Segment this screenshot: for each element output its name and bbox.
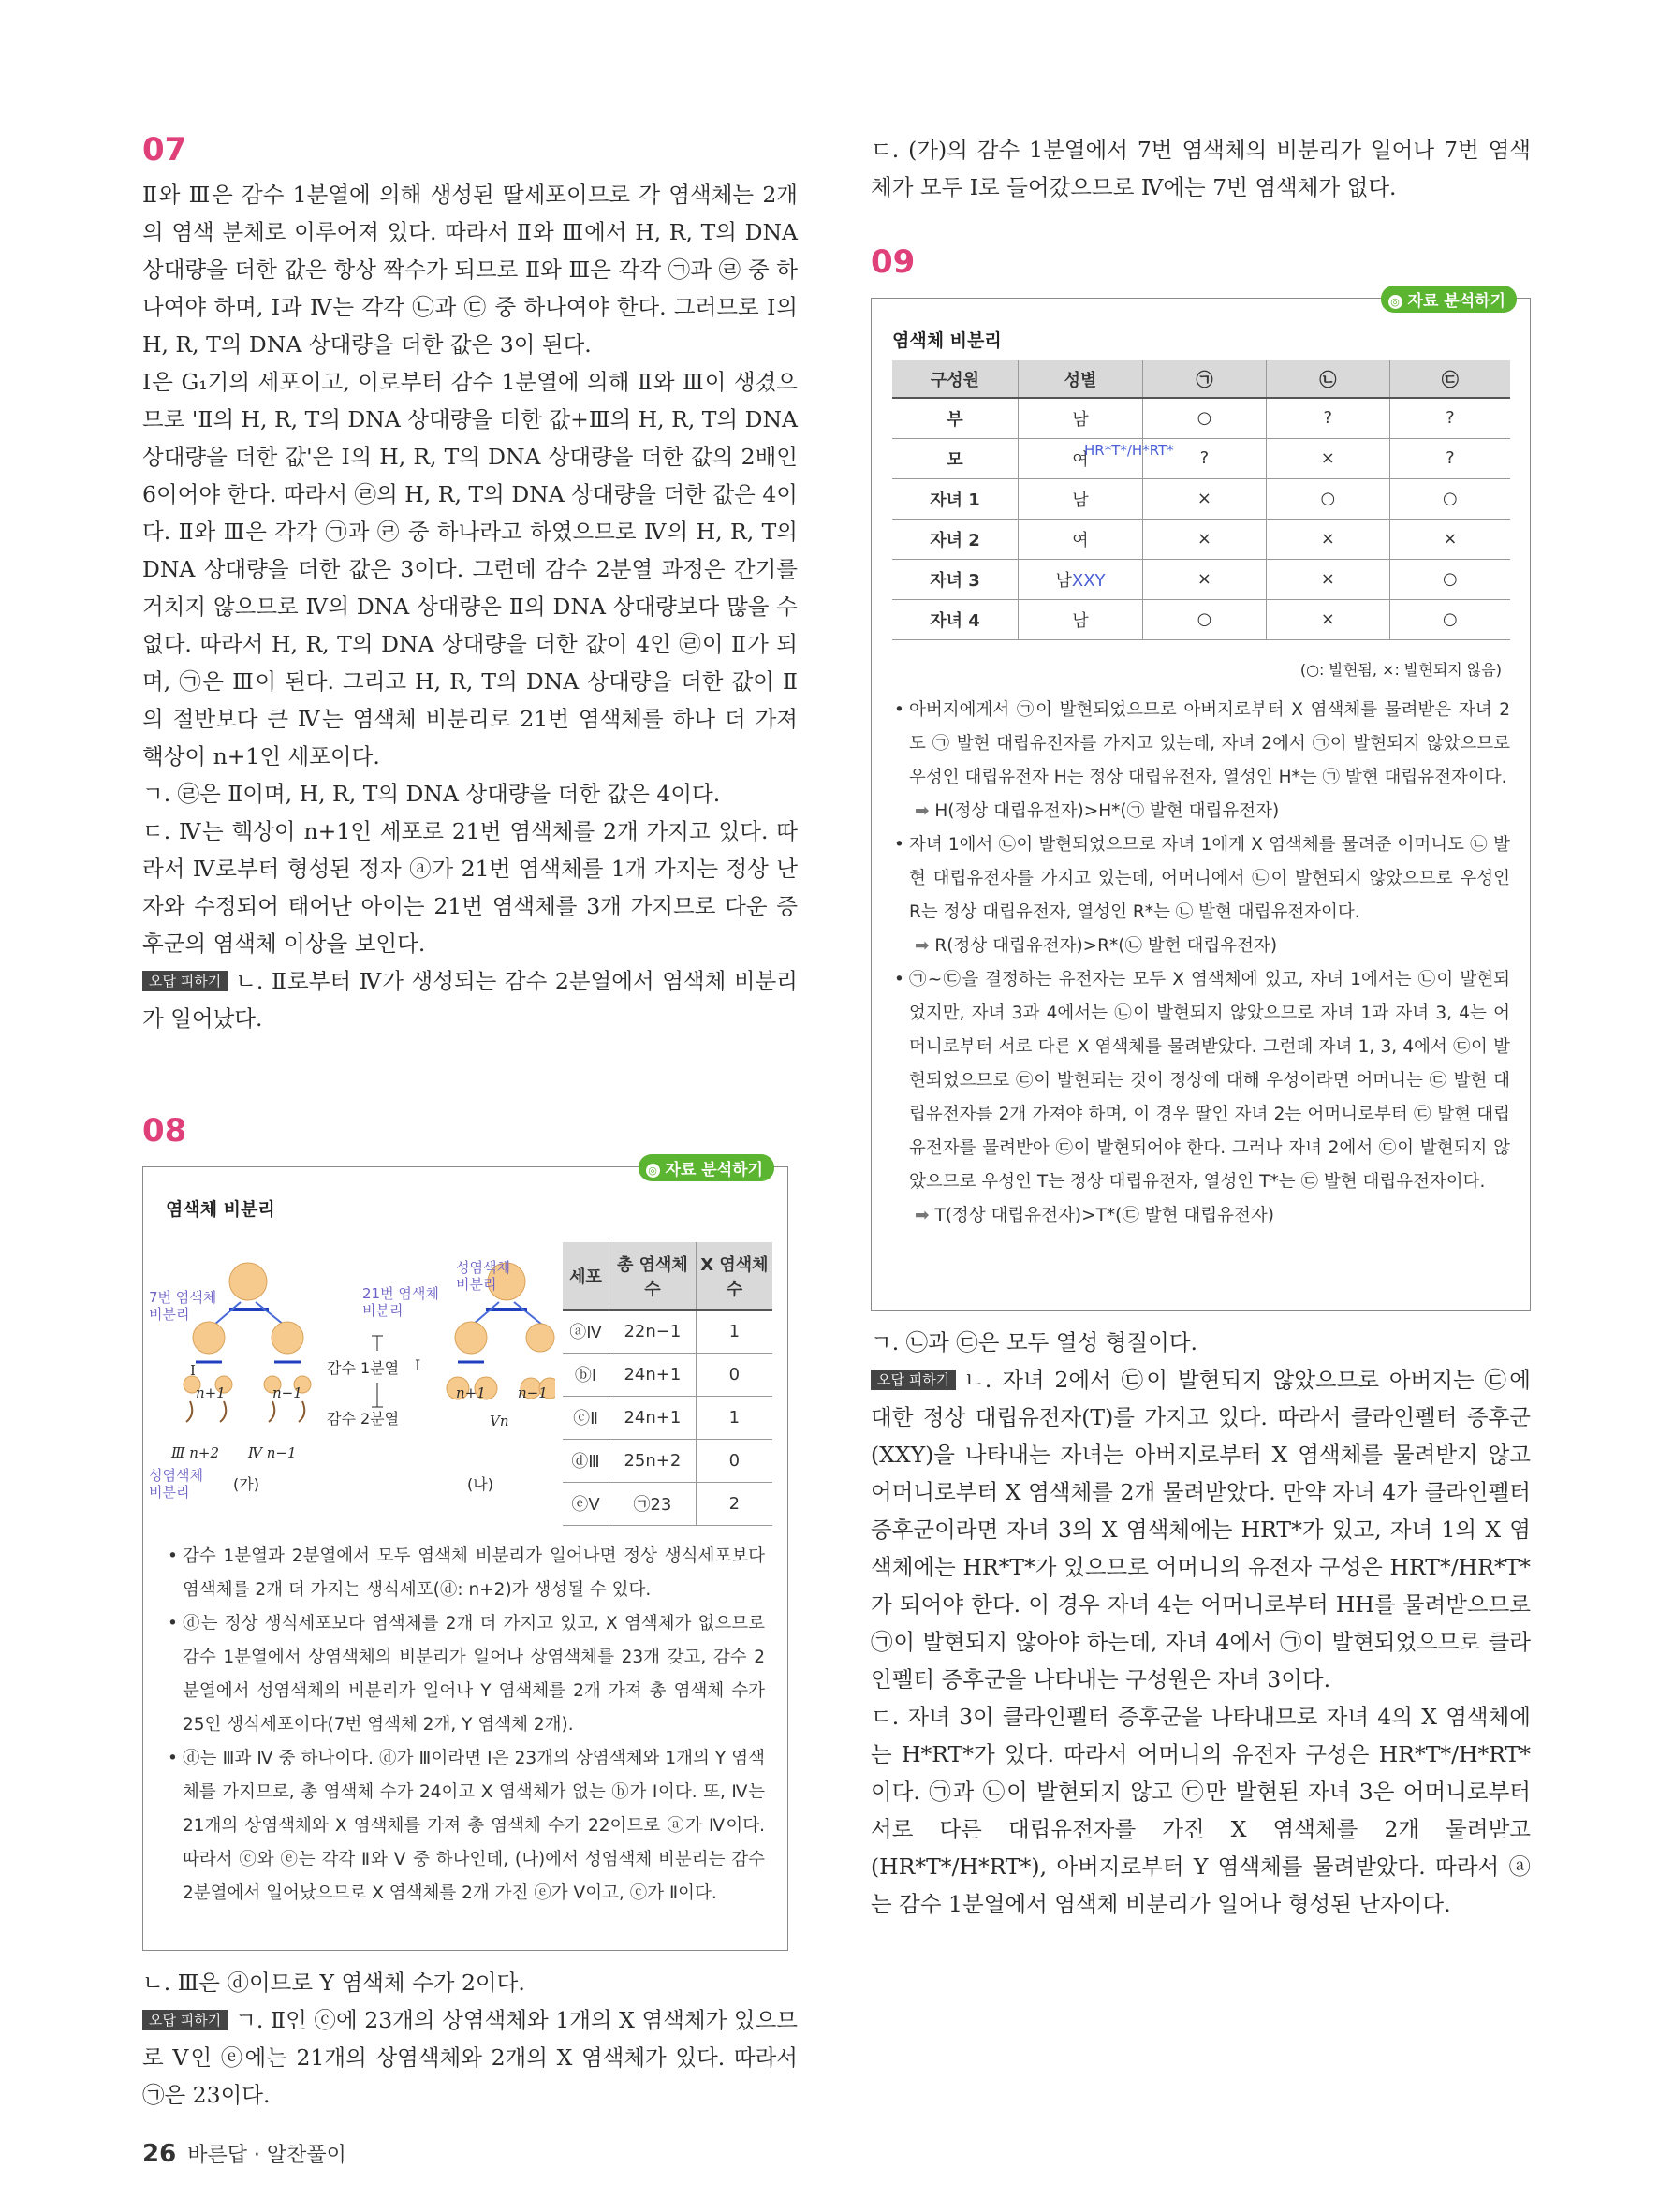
- roman-I-right: Ⅰ: [415, 1356, 421, 1374]
- label-n-plus-1-right: n+1: [456, 1384, 486, 1401]
- q07-paragraph-3: ㄱ. ㉣은 Ⅱ이며, H, R, T의 DNA 상대량을 더한 값은 4이다.: [142, 781, 721, 807]
- list-item: • ㉠~㉢을 결정하는 유전자는 모두 X 염색체에 있고, 자녀 1에서는 ㉡이 발현되었지만, 자녀 3과 4에서는 ㉡이 발현되지 않았으므로 자녀 1과 자녀 3, 4는 어머니로부터 서로 다른 X 염색체를 물려받았다. 그런데 자녀 1, 3, 4에서 ㉢이 발현되었으므로 ㉢이 발현되는 것이 정상에 대해 우성이라면 어머니는 ㉢ 발현 대립유전자를 2개 가져야 하며, 이 경우 딸인 자녀 2는 어머니로부터 ㉢ 발현 대립유전자를 물려받아 ㉢이 발현되어야 한다. 그러나 자녀 2에서 ㉢이 발현되지 않았으므로 우성인 T는 정상 대립유전자, 열성인 T*는 ㉢ 발현 대립유전자이다. ➡ T(정상 대립유전자)>T*(㉢ 발현 대립유전자): [892, 963, 1510, 1233]
- wrong-avoid-tag: 오답 피하기: [142, 2010, 228, 2030]
- table-row: ⓒⅡ 24n+1 1: [563, 1396, 772, 1439]
- label-meiosis2: 감수 2분열: [327, 1410, 400, 1428]
- q09-analysis-box: [871, 292, 1531, 1311]
- question-number-09: 09: [871, 243, 916, 281]
- q07-paragraph-2: Ⅰ은 G₁기의 세포이고, 이로부터 감수 1분열에 의해 Ⅱ와 Ⅲ이 생겼으므로 'Ⅱ의 H, R, T의 DNA 상대량을 더한 값+Ⅲ의 H, R, T의 DNA 상대량을 더한 값'은 Ⅰ의 H, R, T의 DNA 상대량을 더한 값의 2배인 6이어야 한다. 따라서 ㉣의 H, R, T의 DNA 상대량을 더한 값은 4이다. Ⅱ와 Ⅲ은 각각 ㉠과 ㉣ 중 하나라고 하였으므로 Ⅳ의 H, R, T의 DNA 상대량을 더한 값은 3이다. 그런데 감수 2분열 과정은 간기를 거치지 않으므로 Ⅳ의 DNA 상대량은 Ⅱ의 DNA 상대량보다 많을 수 없다. 따라서 H, R, T의 DNA 상대량을 더한 값이 4인 ㉣이 Ⅱ가 되며, ㉠은 Ⅲ이 된다. 그리고 H, R, T의 DNA 상대량을 더한 값이 Ⅱ의 절반보다 큰 Ⅳ는 염색체 비분리로 21번 염색체를 하나 더 가져 핵상이 n+1인 세포이다.: [142, 369, 798, 769]
- label-IV-n-minus-1: Ⅳ n−1: [248, 1444, 297, 1461]
- q09-wrong-avoid: [871, 1361, 1531, 1698]
- page-number: 26: [142, 2140, 177, 2168]
- caption-ga: (가): [233, 1475, 259, 1493]
- page-footer: [142, 2139, 346, 2168]
- footer-title: 바른답 · 알찬풀이: [187, 2144, 346, 2167]
- table-row: ⓐⅣ 22n−1 1: [563, 1310, 772, 1353]
- label-sex-top: 성염색체 비분리: [456, 1259, 510, 1293]
- label-meiosis1: 감수 1분열: [327, 1359, 400, 1377]
- table-row: ⓓⅢ 25n+2 0: [563, 1439, 772, 1482]
- badge-icon: ◎: [1388, 295, 1402, 309]
- arrow-icon: ➡: [915, 936, 935, 956]
- q07-paragraph-4: ㄷ. Ⅳ는 핵상이 n+1인 세포로 21번 염색체를 2개 가지고 있다. 따라서 Ⅳ로부터 형성된 정자 ⓐ가 21번 염색체를 1개 가지는 정상 난자와 수정되어 태어난 아이는 21번 염색체를 3개 가지므로 다운 증후군의 염색체 이상을 보인다.: [142, 818, 798, 957]
- label-21-nondisjunction: 21번 염색체 비분리: [362, 1285, 439, 1319]
- arrow-conclusion: ➡ R(정상 대립유전자)>R*(㉡ 발현 대립유전자): [915, 936, 1278, 956]
- q08-box-title: 염색체 비분리: [166, 1199, 275, 1220]
- label-7-nondisjunction: 7번 염색체 비분리: [149, 1289, 217, 1323]
- th-cell: 세포: [563, 1242, 609, 1310]
- handwriting-mother: HR*T*/H*RT*: [1084, 441, 1174, 459]
- q09-extra: ㄷ. 자녀 3이 클라인펠터 증후군을 나타내므로 자녀 4의 X 염색체에는 H*RT*가 있다. 따라서 어머니의 유전자 구성은 HR*T*/H*RT*이다. ㉠과 ㉡이 발현되지 않고 ㉢만 발현된 자녀 3은 어머니로부터 서로 다른 대립유전자를 가진 X 염색체를 2개 물려받고(HR*T*/H*RT*), 아버지로부터 Y 염색체를 물려받았다. 따라서 ⓐ는 감수 1분열에서 염색체 비분리가 일어나 형성된 난자이다.: [871, 1704, 1531, 1917]
- list-item: • 감수 1분열과 2분열에서 모두 염색체 비분리가 일어나면 정상 생식세포보다 염색체를 2개 더 가지는 생식세포(ⓓ: n+2)가 생성될 수 있다.: [166, 1540, 765, 1607]
- q08-extra: ㄷ. (가)의 감수 1분열에서 7번 염색체의 비분리가 일어나 7번 염색체가 모두 Ⅰ로 들어갔으므로 Ⅳ에는 7번 염색체가 없다.: [871, 137, 1531, 200]
- q09-pedigree-table: 구성원 성별 ㉠ ㉡ ㉢ 부 남 ○ ? ? 모 여 HR*T*/H*RT* ? × ? 자녀 1 남 × ○ ○ 자녀 2 여 × × × 자녀 3 남XXY × × ○ 자녀 4 남 ○ × ○: [892, 360, 1510, 640]
- table-row: 자녀 4 남 ○ × ○: [892, 599, 1510, 639]
- label-n-plus-1-left: n+1: [196, 1384, 226, 1401]
- q07-wrong-text: ㄴ. Ⅱ로부터 Ⅳ가 생성되는 감수 2분열에서 염색체 비분리가 일어났다.: [142, 968, 798, 1032]
- q08-analysis-box: [142, 1161, 788, 1951]
- q08-notes: [166, 1540, 765, 1911]
- list-item: • 자녀 1에서 ㉡이 발현되었으므로 자녀 1에게 X 염색체를 물려준 어머니도 ㉡ 발현 대립유전자를 가지고 있는데, 어머니에서 ㉡이 발현되지 않았으므로 우성인 R는 정상 대립유전자, 열성인 R*는 ㉡ 발현 대립유전자이다. ➡ R(정상 대립유전자)>R*(㉡ 발현 대립유전자): [892, 828, 1510, 963]
- q07-wrong-avoid: [142, 962, 798, 1037]
- th-x: X 염색체 수: [696, 1242, 772, 1310]
- question-number-07: 07: [142, 131, 187, 168]
- list-item: • ⓓ는 Ⅲ과 Ⅳ 중 하나이다. ⓓ가 Ⅲ이라면 Ⅰ은 23개의 상염색체와 1개의 Y 염색체를 가지므로, 총 염색체 수가 24이고 X 염색체가 없는 ⓑ가 Ⅰ이다. 또, Ⅳ는 21개의 상염색체와 X 염색체를 가져 총 염색체 수가 22이므로 ⓐ가 Ⅳ이다. 따라서 ⓒ와 ⓔ는 각각 Ⅱ와 Ⅴ 중 하나인데, (나)에서 성염색체 비분리는 감수 2분열에서 일어났으므로 X 염색체를 2개 가진 ⓔ가 Ⅴ이고, ⓒ가 Ⅱ이다.: [166, 1742, 765, 1911]
- q07-paragraph-1: Ⅱ와 Ⅲ은 감수 1분열에 의해 생성된 딸세포이므로 각 염색체는 2개의 염색 분체로 이루어져 있다. 따라서 Ⅱ와 Ⅲ에서 H, R, T의 DNA 상대량을 더한 값은 항상 짝수가 되므로 Ⅱ와 Ⅲ은 각각 ㉠과 ㉣ 중 하나여야 하며, Ⅰ과 Ⅳ는 각각 ㉡과 ㉢ 중 하나여야 한다. 그러므로 Ⅰ의 H, R, T의 DNA 상대량을 더한 값은 3이 된다.: [142, 182, 798, 358]
- th-total: 총 염색체 수: [609, 1242, 697, 1310]
- table-row: ⓑⅠ 24n+1 0: [563, 1353, 772, 1396]
- table-row: 자녀 1 남 × ○ ○: [892, 478, 1510, 519]
- q09-badge: ◎ 자료 분석하기: [1381, 286, 1517, 313]
- table-row: 자녀 3 남XXY × × ○: [892, 559, 1510, 599]
- wrong-avoid-tag: 오답 피하기: [871, 1370, 956, 1390]
- label-V-n: Ⅴn: [490, 1413, 509, 1429]
- q08-wrong-text: ㄱ. Ⅱ인 ⓒ에 23개의 상염색체와 1개의 X 염색체가 있으므로 Ⅴ인 ⓔ에는 21개의 상염색체와 2개의 X 염색체가 있다. 따라서 ㉠은 23이다.: [142, 2007, 798, 2108]
- q08-cell-table: [563, 1242, 772, 1526]
- q08-badge: ◎ 자료 분석하기: [639, 1154, 774, 1181]
- table-row: 자녀 2 여 × × ×: [892, 519, 1510, 559]
- cell-left-parent: [229, 1263, 267, 1300]
- q08-wrong-avoid: [142, 2001, 798, 2114]
- arrow-icon: ➡: [915, 801, 935, 821]
- cell-left-n-plus-1: [193, 1322, 225, 1354]
- table-row: 부 남 ○ ? ?: [892, 398, 1510, 438]
- label-n-minus-1-right: n−1: [518, 1384, 548, 1401]
- arrow-conclusion: ➡ T(정상 대립유전자)>T*(㉢ 발현 대립유전자): [915, 1206, 1274, 1225]
- q09-after-box: ㄱ. ㉡과 ㉢은 모두 열성 형질이다.: [871, 1329, 1198, 1355]
- table-row: 모 여 HR*T*/H*RT* ? × ?: [892, 438, 1510, 478]
- right-column: [871, 131, 1531, 1923]
- cell-left-n-minus-1: [272, 1322, 303, 1354]
- arrow-icon: ➡: [915, 1206, 935, 1225]
- table-row: ⓔⅤ ㉠23 2: [563, 1482, 772, 1525]
- handwriting-child3: XXY: [1071, 570, 1106, 591]
- label-sex-bottom: 성염색체 비분리: [149, 1467, 203, 1501]
- badge-icon: ◎: [646, 1164, 660, 1178]
- label-n-minus-1-left: n−1: [272, 1384, 302, 1401]
- q09-wrong-text: ㄴ. 자녀 2에서 ㉢이 발현되지 않았으므로 아버지는 ㉢에 대한 정상 대립유전자(T)를 가지고 있다. 따라서 클라인펠터 증후군(XXY)을 나타내는 자녀는 아버지로부터 X 염색체를 물려받지 않고 어머니로부터 X 염색체를 2개 물려받았다. 만약 자녀 4가 클라인펠터 증후군이라면 자녀 3의 X 염색체에는 HRT*가 있고, 자녀 1의 X 염색체에는 HR*T*가 있으므로 어머니의 유전자 구성은 HRT*/HR*T*가 되어야 한다. 이 경우 자녀 4는 어머니로부터 HH를 물려받으므로 ㉠이 발현되지 않아야 하는데, 자녀 4에서 ㉠이 발현되었으므로 클라인펠터 증후군을 나타내는 구성원은 자녀 3이다.: [871, 1367, 1531, 1692]
- wrong-avoid-tag: 오답 피하기: [142, 971, 228, 991]
- q09-legend: (○: 발현됨, ×: 발현되지 않음): [1299, 661, 1502, 679]
- list-item: • 아버지에게서 ㉠이 발현되었으므로 아버지로부터 X 염색체를 물려받은 자녀 2도 ㉠ 발현 대립유전자를 가지고 있는데, 자녀 2에서 ㉠이 발현되지 않았으므로 우성인 대립유전자 H는 정상 대립유전자, 열성인 H*는 ㉠ 발현 대립유전자이다. ➡ H(정상 대립유전자)>H*(㉠ 발현 대립유전자): [892, 694, 1510, 828]
- arrow-conclusion: ➡ H(정상 대립유전자)>H*(㉠ 발현 대립유전자): [915, 801, 1280, 821]
- left-column: [142, 131, 798, 2114]
- q09-box-title: 염색체 비분리: [892, 330, 1002, 351]
- q09-notes: [892, 694, 1510, 1233]
- label-III-n-plus-2: Ⅲ n+2: [171, 1444, 220, 1461]
- list-item: • ⓓ는 정상 생식세포보다 염색체를 2개 더 가지고 있고, X 염색체가 없으므로 감수 1분열에서 상염색체의 비분리가 일어나 상염색체를 23개 갖고, 감수 2분열에서 성염색체의 비분리가 일어나 Y 염색체를 2개 가져 총 염색체 수가 25인 생식세포이다(7번 염색체 2개, Y 염색체 2개).: [166, 1607, 765, 1742]
- roman-I-left: Ⅰ: [190, 1362, 196, 1379]
- q08-after-box: ㄴ. Ⅲ은 ⓓ이므로 Y 염색체 수가 2이다.: [142, 1970, 525, 1996]
- question-number-08: 08: [142, 1112, 187, 1150]
- caption-na: (나): [467, 1475, 493, 1493]
